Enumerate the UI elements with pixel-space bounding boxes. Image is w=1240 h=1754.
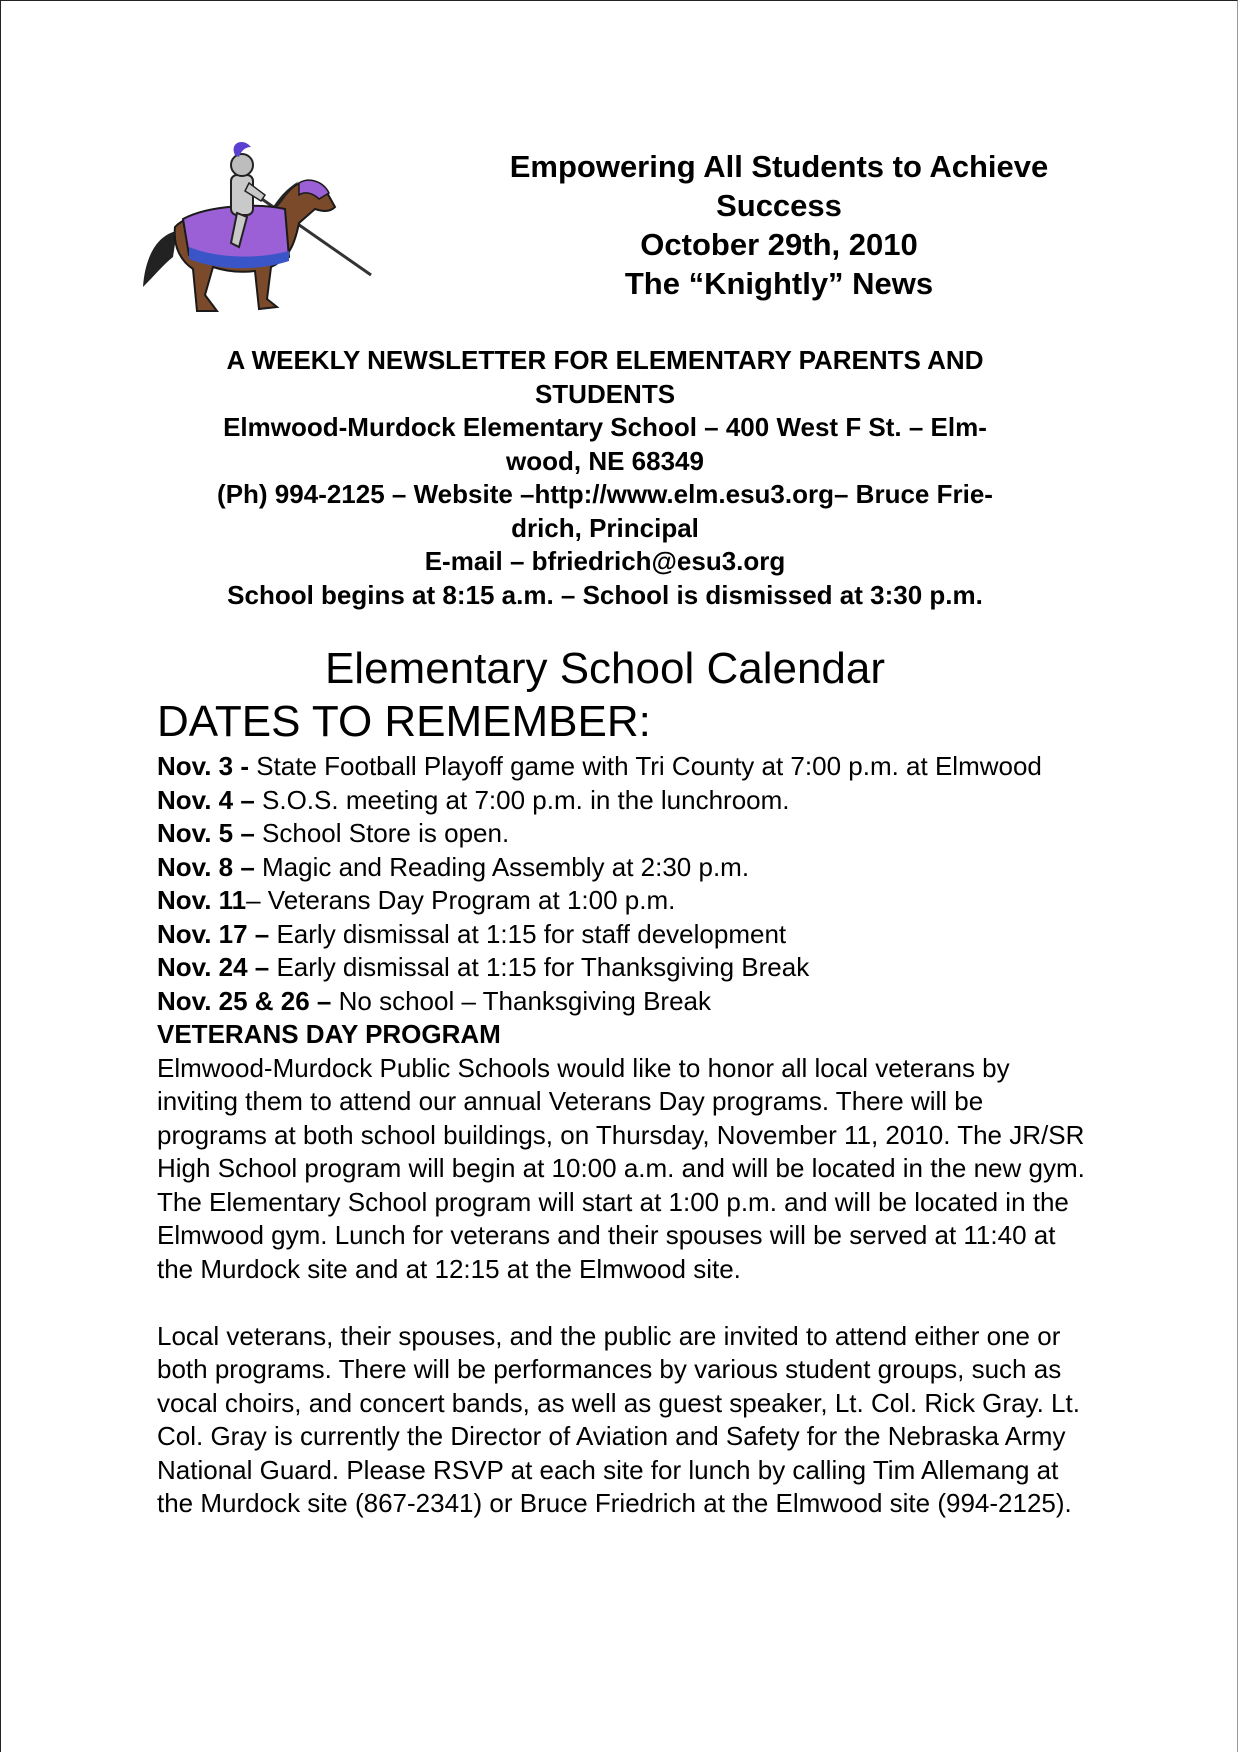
masthead [157,344,1053,612]
masthead-line: A WEEKLY NEWSLETTER FOR ELEMENTARY PARENTS AND [226,345,984,375]
event-date: Nov. 4 – [157,784,263,815]
newsletter-header [441,147,1117,303]
header-tagline-line2: Success [716,188,842,223]
email-line: E-mail – bfriedrich@esu3.org [424,546,786,576]
event-date: Nov. 17 – [157,918,277,949]
veterans-paragraph-1: Elmwood-Murdock Public Schools would like to honor all local veterans by inviting them to attend our annual Veterans Day programs. There will be programs at both school buildings, on Thursday, November 11, 2010. The JR/SR High School program will begin at 10:00 a.m. and will be located in the new gym. The Elementary School program will start at 1:00 p.m. and will be located in the Elmwood gym. Lunch for veterans and their spouses will be served at 11:40 at the Murdock site and at 12:15 at the Elmwood site. [157,1052,1085,1284]
header-tagline-line1: Empowering All Students to Achieve [509,149,1049,184]
veterans-day-heading: VETERANS DAY PROGRAM [157,1019,501,1049]
calendar-event [157,884,1087,918]
school-address: wood, NE 68349 [506,445,704,476]
event-text: – Veterans Day Program at 1:00 p.m. [246,885,676,915]
calendar-title: Elementary School Calendar [324,644,886,693]
calendar-event [157,784,1087,818]
event-text: S.O.S. meeting at 7:00 p.m. in the lunchroom. [262,784,790,815]
calendar-event [157,817,1087,851]
contact-info: (Ph) 994-2125 – Website –http://www.elm.esu3.org– Bruce Frie- [217,479,993,509]
event-date: Nov. 8 – [157,851,263,882]
event-text: Early dismissal at 1:15 for Thanksgiving Break [276,952,810,982]
event-date: Nov. 3 - [157,751,257,781]
calendar-event [157,851,1087,885]
event-date: Nov. 5 – [157,818,263,848]
school-hours: School begins at 8:15 a.m. – School is dismissed at 3:30 p.m. [227,579,983,610]
contact-info: drich, Principal [511,512,699,543]
calendar-event [157,750,1087,784]
event-text: No school – Thanksgiving Break [338,985,712,1016]
veterans-paragraph-2: Local veterans, their spouses, and the public are invited to attend either one or both programs. There will be performances by various student groups, such as vocal choirs, and concert bands, as well as guest speaker, Lt. Col. Rick Gray. Lt. Col. Gray is currently the Director of Aviation and Safety for the Nebraska Army National Guard. Please RSVP at each site for lunch by calling Tim Allemang at the Murdock site (867-2341) or Bruce Friedrich at the Elmwood site (994-2125). [157,1320,1080,1518]
school-address: Elmwood-Murdock Elementary School – 400 West F St. – Elm- [223,412,987,442]
event-text: School Store is open. [262,818,510,848]
event-text: State Football Playoff game with Tri County at 7:00 p.m. at Elmwood [256,751,1042,781]
event-text: Early dismissal at 1:15 for staff development [276,918,787,949]
paragraph-spacer [157,1286,1087,1320]
newsletter-title: The “Knightly” News [624,266,934,301]
knight-on-horse-icon [139,139,373,321]
header-date: October 29th, 2010 [640,227,918,262]
event-text: Magic and Reading Assembly at 2:30 p.m. [262,851,750,882]
masthead-line: STUDENTS [534,378,676,409]
event-date: Nov. 11 [157,885,247,915]
calendar-event [157,918,1087,952]
dates-to-remember-heading: DATES TO REMEMBER: [157,697,651,746]
event-date: Nov. 25 & 26 – [157,985,339,1016]
newsletter-body [157,750,1087,1521]
calendar-event [157,951,1087,985]
event-date: Nov. 24 – [157,952,277,982]
calendar-event [157,985,1087,1019]
